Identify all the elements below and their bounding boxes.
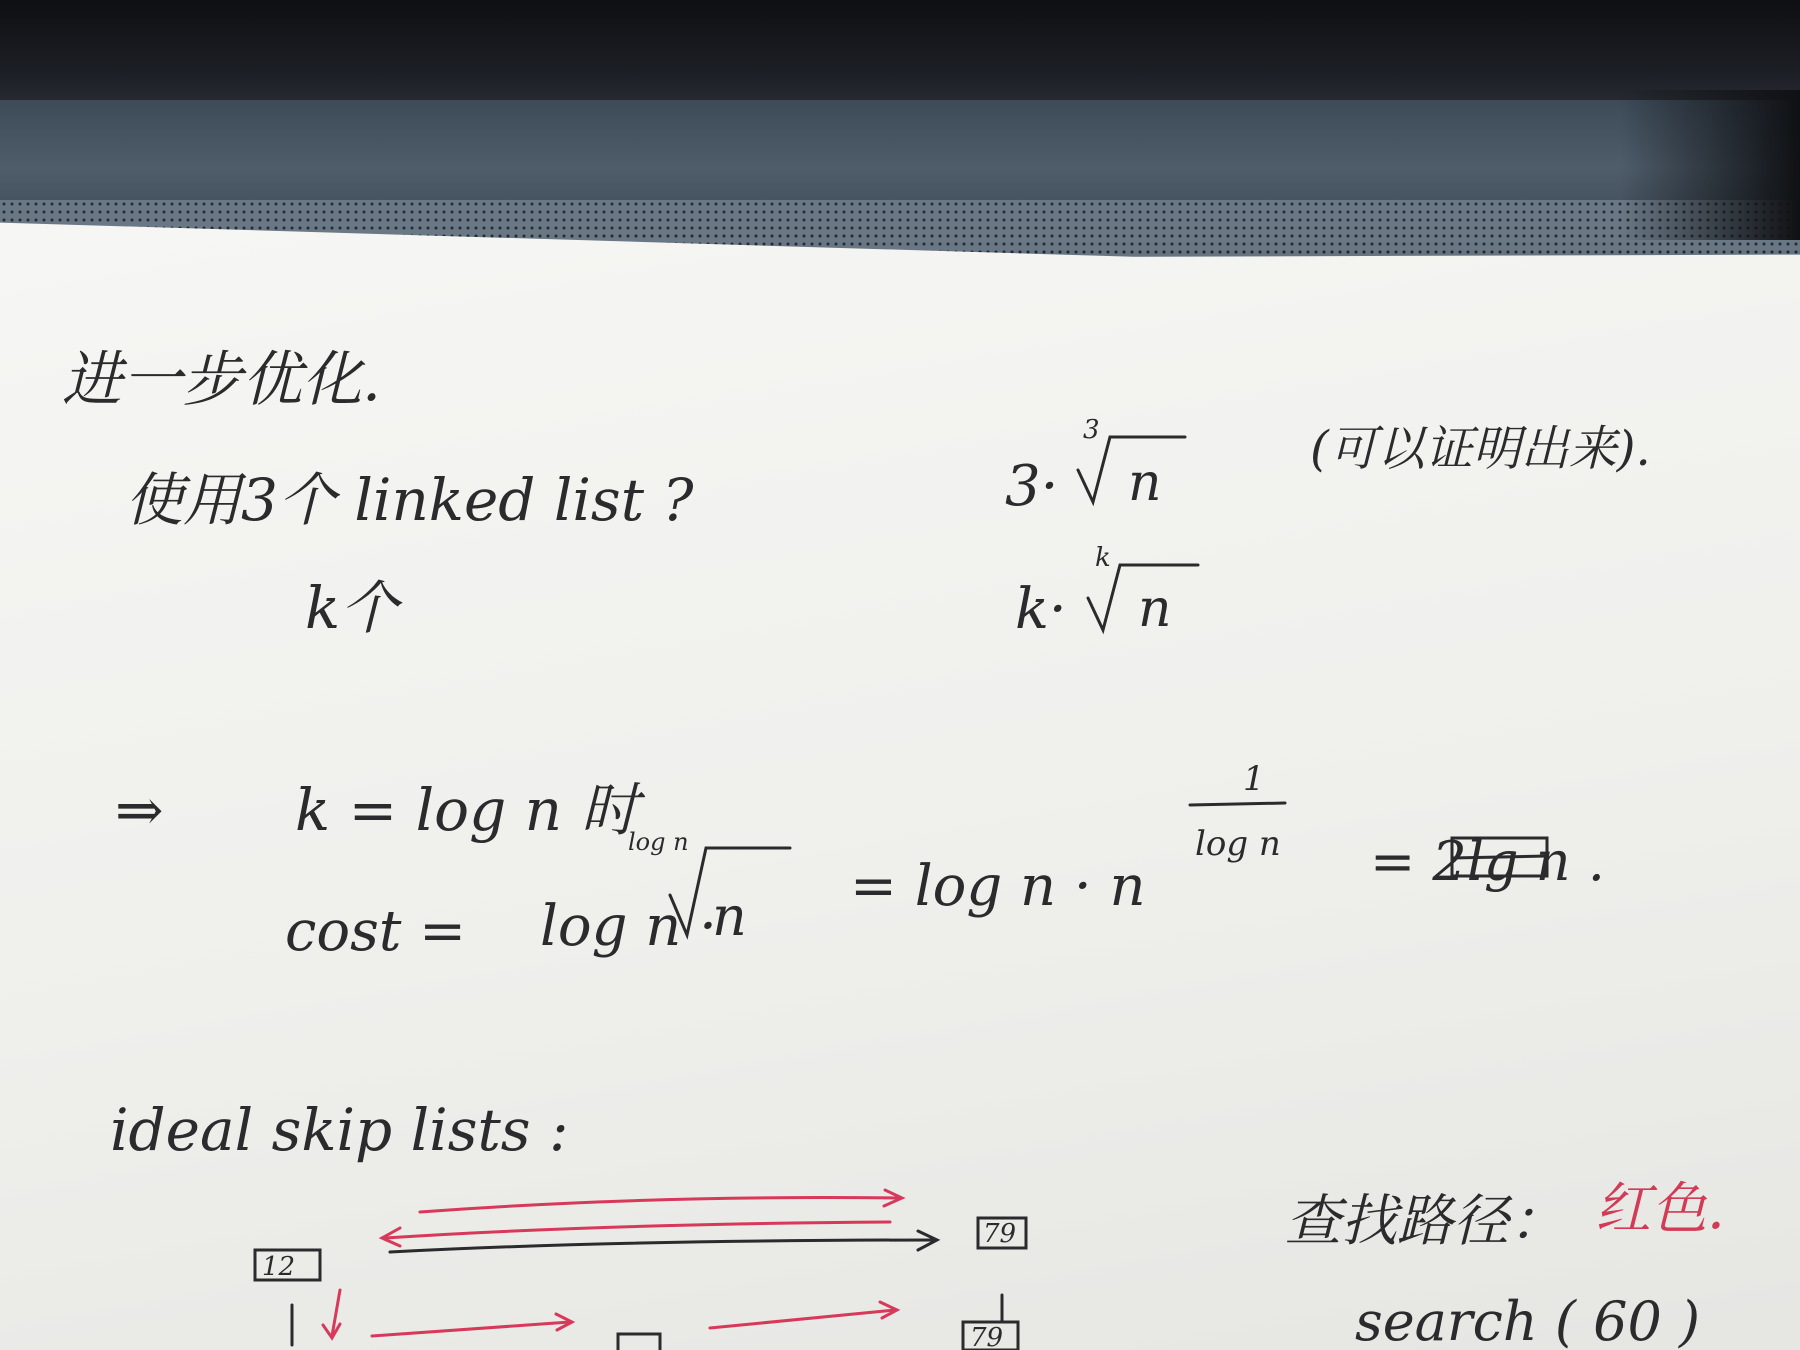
- implies-arrow: ⇒: [115, 776, 164, 844]
- line2-left: k个: [305, 574, 399, 642]
- skip-list-title: ideal skip lists :: [110, 1096, 569, 1164]
- line2-right-prefix: k·: [1015, 577, 1067, 642]
- cost-root-index: log n: [628, 828, 689, 856]
- search-path-color: 红色.: [1595, 1177, 1725, 1242]
- heading-text: 进一步优化.: [62, 345, 382, 415]
- search-path-label: 查找路径：: [1285, 1189, 1565, 1254]
- cost-radicand: n: [712, 885, 747, 948]
- line1-radicand: n: [1128, 453, 1162, 513]
- cost-exponent-numerator: 1: [1243, 759, 1265, 799]
- red-arrow-bottom-left: [372, 1322, 570, 1336]
- cost-exponent-denominator: log n: [1195, 824, 1281, 864]
- search-call: search ( 60 ): [1355, 1290, 1701, 1350]
- line1-root-index: 3: [1083, 415, 1100, 445]
- line1-note: (可以证明出来).: [1310, 421, 1651, 477]
- line1-left: 使用3个 linked list ?: [125, 466, 694, 534]
- line2-root-index: k: [1095, 543, 1111, 573]
- node-79-bottom-label: 79: [970, 1323, 1004, 1350]
- k-condition: k = log n 时: [295, 776, 639, 844]
- cost-label: cost =: [285, 899, 467, 964]
- cost-expr1-prefix: log n ·: [540, 894, 717, 959]
- cost-eq3: = 2lg n .: [1370, 830, 1605, 893]
- cost-eq2: = log n · n: [850, 854, 1146, 919]
- node-12-label: 12: [262, 1252, 296, 1282]
- red-arrow-top: [420, 1198, 900, 1212]
- red-arrow-back: [385, 1222, 890, 1238]
- black-arrow-top: [390, 1240, 935, 1252]
- cost-exponent-bar: [1190, 803, 1285, 805]
- node-partial-box: [618, 1334, 660, 1350]
- node-79-top-label: 79: [983, 1219, 1017, 1249]
- line2-radicand: n: [1138, 579, 1172, 639]
- line1-right-prefix: 3·: [1005, 454, 1059, 519]
- red-arrow-bottom-right: [710, 1310, 895, 1328]
